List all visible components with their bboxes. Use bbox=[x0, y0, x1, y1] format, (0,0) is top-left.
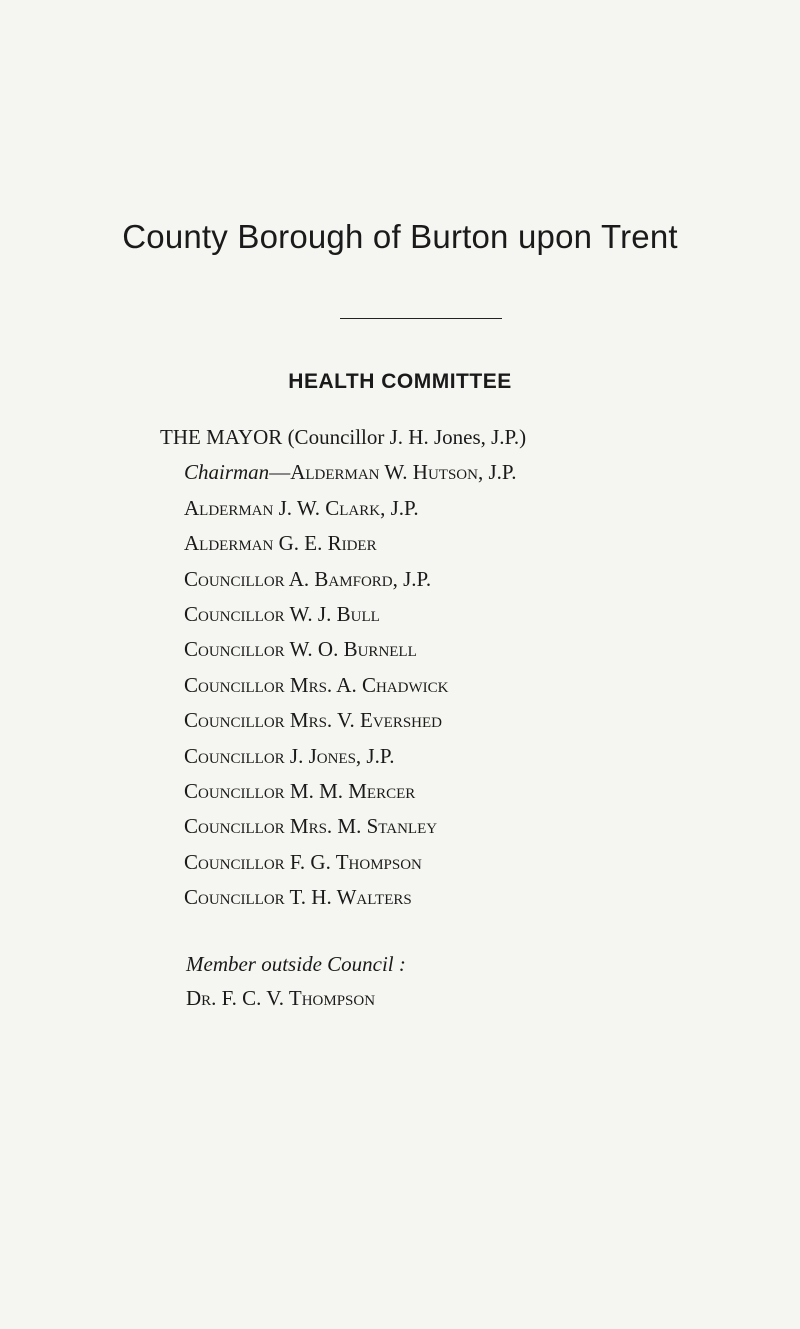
member-name: Alderman G. E. Rider bbox=[184, 531, 377, 556]
member-list bbox=[160, 420, 526, 915]
member-line bbox=[160, 562, 526, 597]
member-line bbox=[160, 526, 526, 561]
member-name: Councillor Mrs. V. Evershed bbox=[184, 708, 443, 733]
member-name: Councillor A. Bamford, J.P. bbox=[184, 566, 432, 591]
member-name: Councillor T. H. Walters bbox=[184, 885, 412, 910]
member-line bbox=[160, 845, 526, 880]
chairman-label: Chairman bbox=[184, 460, 270, 485]
member-line bbox=[160, 809, 526, 844]
member-line bbox=[160, 597, 526, 632]
member-name: Councillor J. Jones, J.P. bbox=[184, 743, 395, 768]
member-line bbox=[160, 703, 526, 738]
member-name: Councillor F. G. Thompson bbox=[184, 849, 422, 874]
member-name: Councillor M. M. Mercer bbox=[184, 778, 416, 803]
member-line bbox=[160, 739, 526, 774]
document-title: County Borough of Burton upon Trent bbox=[122, 218, 678, 255]
member-name: Councillor W. J. Bull bbox=[184, 601, 380, 626]
member-line bbox=[160, 774, 526, 809]
member-line bbox=[160, 632, 526, 667]
member-name: THE MAYOR (Councillor J. H. Jones, J.P.) bbox=[160, 425, 527, 449]
member-line bbox=[160, 420, 526, 455]
horizontal-rule bbox=[340, 318, 502, 319]
member-line bbox=[160, 880, 526, 915]
member-line bbox=[160, 491, 526, 526]
member-name: Councillor W. O. Burnell bbox=[184, 637, 417, 662]
outside-member-section bbox=[186, 947, 406, 1015]
member-line bbox=[160, 455, 526, 490]
outside-member-heading: Member outside Council : bbox=[186, 952, 406, 976]
member-line bbox=[160, 668, 526, 703]
member-name: Councillor Mrs. M. Stanley bbox=[184, 814, 438, 839]
member-name: —Alderman W. Hutson, J.P. bbox=[269, 460, 517, 485]
member-name: Councillor Mrs. A. Chadwick bbox=[184, 672, 449, 697]
member-name: Alderman J. W. Clark, J.P. bbox=[184, 495, 419, 520]
committee-heading: HEALTH COMMITTEE bbox=[288, 370, 512, 393]
outside-member-name: Dr. F. C. V. Thompson bbox=[186, 986, 376, 1010]
